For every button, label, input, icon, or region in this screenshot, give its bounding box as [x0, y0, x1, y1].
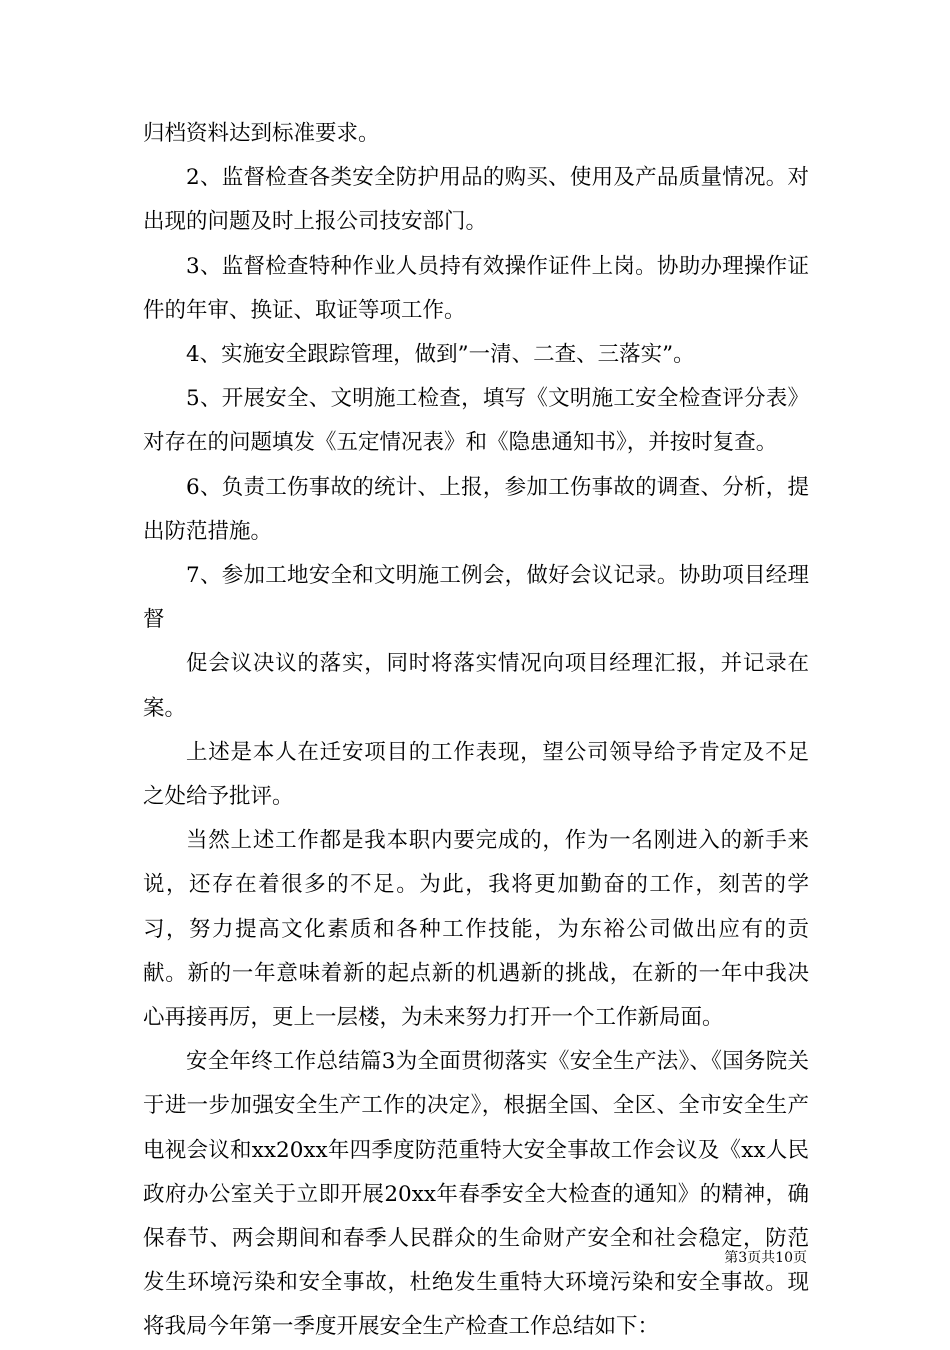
paragraph-item-7: 7、参加工地安全和文明施工例会，做好会议记录。协助项目经理督 — [143, 563, 809, 633]
paragraph-item-3: 3、监督检查特种作业人员持有效操作证件上岗。协助办理操作证件的年审、换证、取证等项工作。 — [143, 253, 809, 323]
paragraph-item-6: 6、负责工伤事故的统计、上报，参加工伤事故的调查、分析，提出防范措施。 — [143, 474, 809, 544]
document-body — [143, 112, 809, 1350]
paragraph-item-4: 4、实施安全跟踪管理，做到”一清、二查、三落实”。 — [186, 342, 695, 368]
paragraph-archive-standard: 归档资料达到标准要求。 — [143, 121, 380, 146]
paragraph-item-7-continued: 促会议决议的落实，同时将落实情况向项目经理汇报，并记录在案。 — [143, 651, 809, 721]
paragraph-section-3: 安全年终工作总结篇3为全面贯彻落实《安全生产法》、《国务院关于进一步加强安全生产工作的决定》，根据全国、全区、全市安全生产电视会议和xx20xx年四季度防范重特大安全事故工作会议及《xx人民政府办公室关于立即开展20xx年春季安全大检查的通知》的精神，确保春节、两会期间和春季人民群众的生命财产安全和社会稳定，防范发生环境污染和安全事故，杜绝发生重特大环境污染和安全事故。现将我局今年第一季度开展安全生产检查工作总结如下： — [143, 1049, 809, 1340]
page-number: 第3页共10页 — [724, 1250, 807, 1266]
paragraph-reflection: 当然上述工作都是我本职内要完成的，作为一名刚进入的新手来说，还存在着很多的不足。为此，我将更加勤奋的工作，刻苦的学习，努力提高文化素质和各种工作技能，为东裕公司做出应有的贡献。新的一年意味着新的起点新的机遇新的挑战，在新的一年中我决心再接再厉，更上一层楼，为未来努力打开一个工作新局面。 — [143, 828, 809, 1031]
paragraph-item-2: 2、监督检查各类安全防护用品的购买、使用及产品质量情况。对出现的问题及时上报公司技安部门。 — [143, 165, 809, 235]
paragraph-summary: 上述是本人在迁安项目的工作表现，望公司领导给予肯定及不足之处给予批评。 — [143, 739, 809, 810]
paragraph-item-5: 5、开展安全、文明施工检查，填写《文明施工安全检查评分表》对存在的问题填发《五定情况表》和《隐患通知书》，并按时复查。 — [143, 386, 809, 456]
